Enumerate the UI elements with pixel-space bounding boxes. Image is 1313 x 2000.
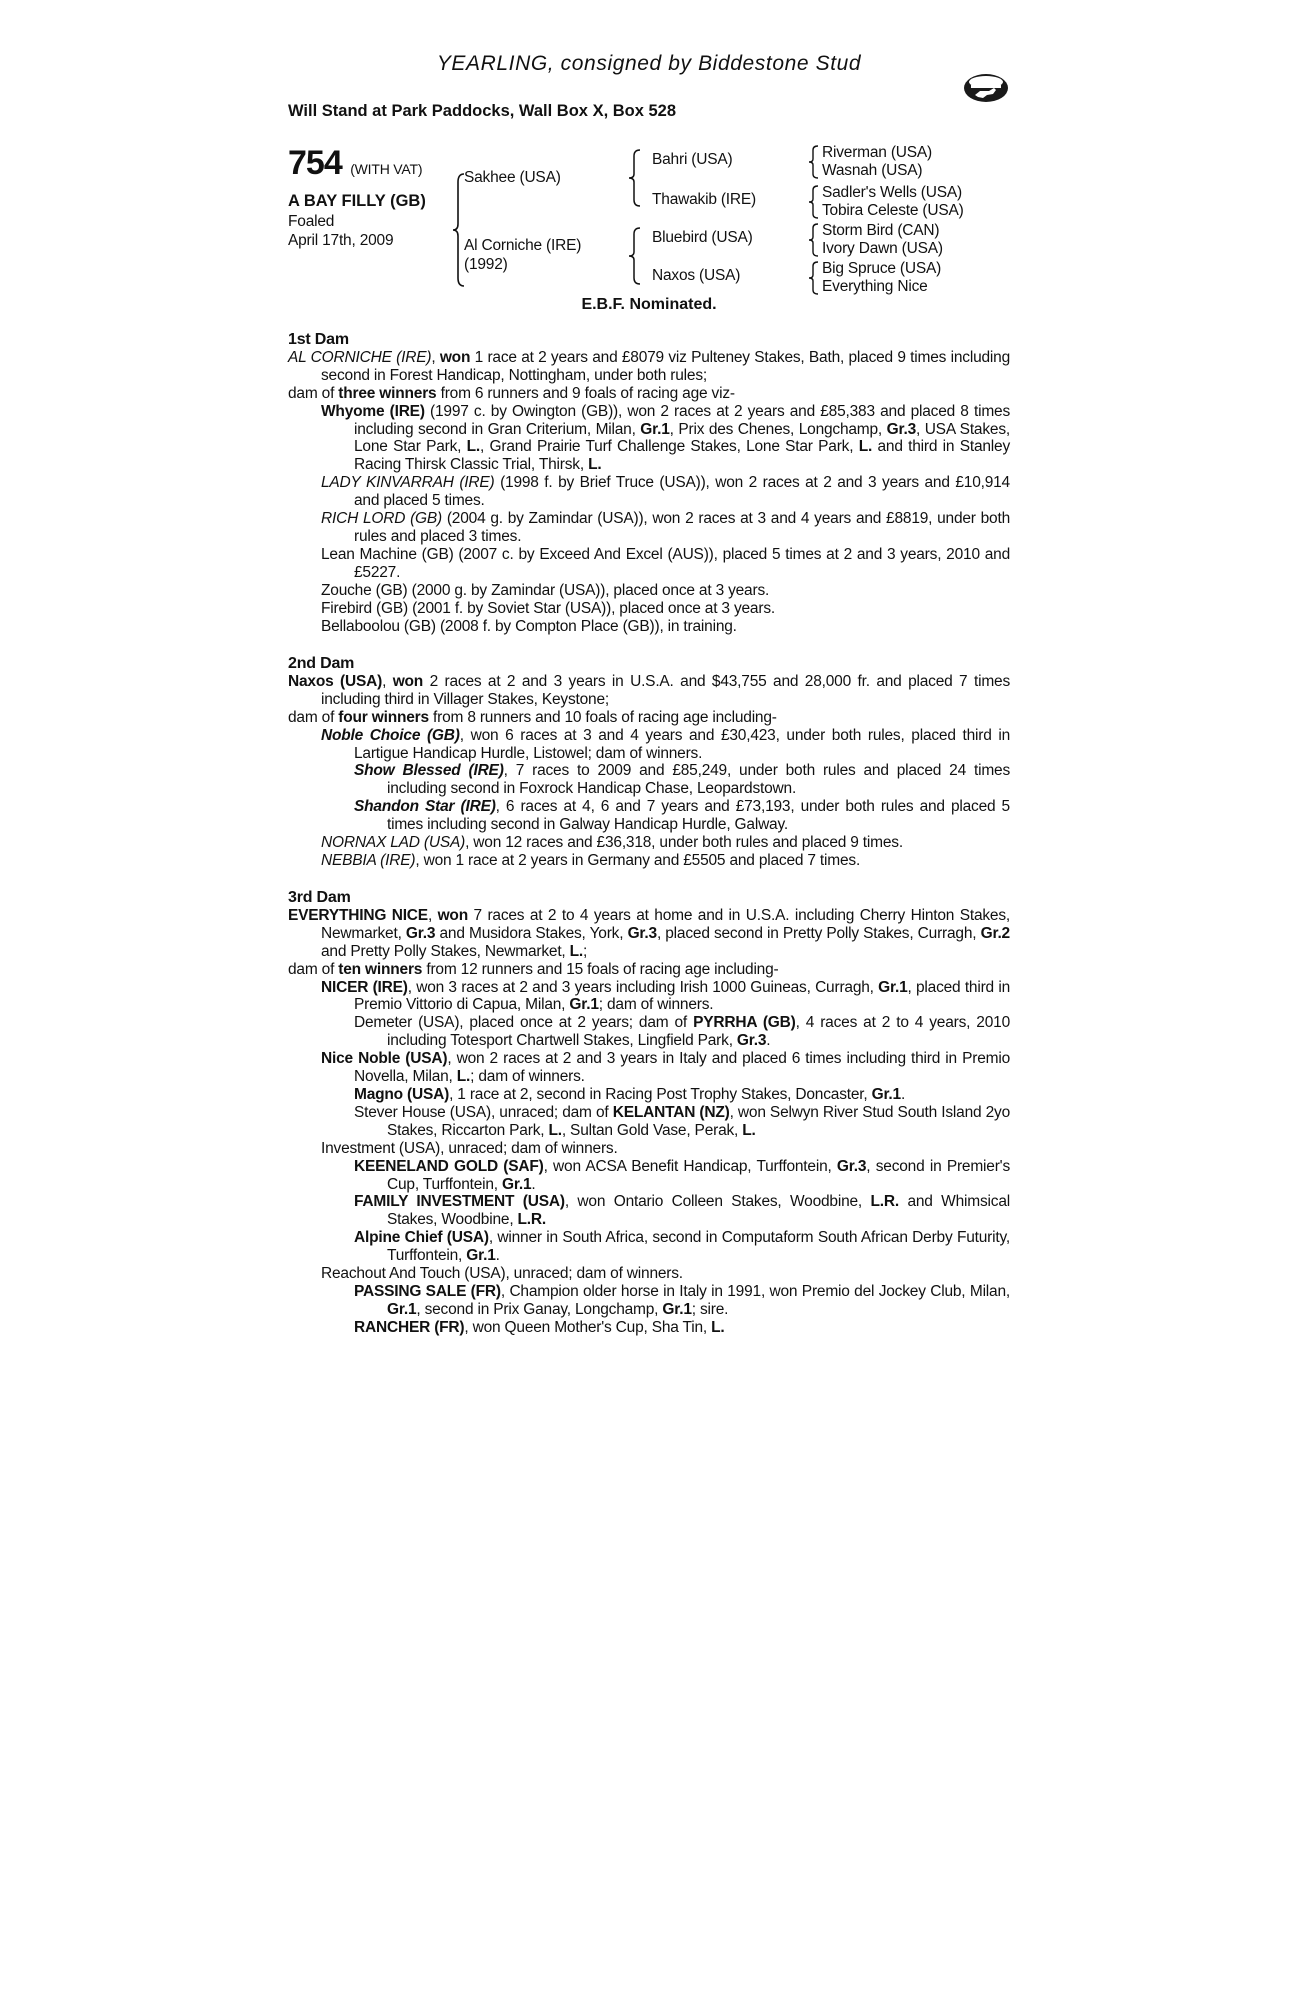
progeny-line (288, 1158, 1010, 1194)
progeny-line (288, 852, 1010, 870)
text-run: Gr.1 (662, 1300, 692, 1318)
text-run: Gr.3 (836, 1157, 867, 1175)
text-run: L. (588, 456, 602, 474)
text-run: , won Ontario Colleen Stakes, Woodbine, (564, 1193, 871, 1211)
pedigree-brace-g2 (808, 184, 820, 220)
text-run: ; dam of winners. (470, 1068, 585, 1086)
text-run: , won 2 races at 2 and 3 years in Italy and placed 6 times including third in Premio Novella, Milan, (354, 1050, 1010, 1086)
pedigree-gg-3: Sadler's Wells (USA) (822, 184, 962, 201)
text-run: , (431, 348, 440, 366)
progeny-line (288, 762, 1010, 798)
text-run: PASSING SALE (FR) (354, 1282, 501, 1300)
vat-label: (WITH VAT) (350, 161, 423, 177)
text-run: , won 1 race at 2 years in Germany and £5505 and placed 7 times. (415, 851, 861, 869)
text-run: , second in Premier's Cup, Turffontein, (387, 1157, 1010, 1193)
text-run: Naxos (USA) (288, 672, 383, 690)
text-run: , won 6 races at 3 and 4 years and £30,423, under both rules, placed third in Lartigue Handicap Hurdle, Listowel; dam of winners. (354, 726, 1010, 762)
text-run: Gr.1 (387, 1300, 417, 1318)
text-run: four winners (338, 708, 429, 726)
text-run: Gr.1 (871, 1085, 901, 1103)
text-run: won (437, 906, 468, 924)
text-run: from 6 runners and 9 foals of racing age viz- (436, 384, 735, 402)
pedigree-dam-name: Al Corniche (IRE) (464, 237, 582, 254)
progeny-line (288, 618, 1010, 636)
pedigree-brace-g1 (808, 144, 820, 180)
text-run: ; sire. (691, 1300, 729, 1318)
text-run: from 12 runners and 15 foals of racing age including- (422, 960, 779, 978)
progeny-line (288, 1265, 1010, 1283)
pedigree-dam-dam: Naxos (USA) (652, 267, 741, 284)
pedigree-dam-sire: Bluebird (USA) (652, 229, 753, 246)
text-run: , won Queen Mother's Cup, Sha Tin, (464, 1318, 712, 1336)
text-run: , placed third in Premio Vittorio di Capua, Milan, (354, 978, 1011, 1014)
text-run: FAMILY INVESTMENT (USA) (354, 1193, 565, 1211)
progeny-line (288, 474, 1010, 510)
text-run: , 7 races to 2009 and £85,249, under both rules and placed 24 times including second in Foxrock Handicap Chase, Leopardstown. (387, 762, 1010, 798)
progeny-line (288, 834, 1010, 852)
text-run: Gr.1 (878, 978, 908, 996)
text-run: Gr.1 (640, 420, 670, 438)
text-run: L.R. (517, 1211, 547, 1229)
progeny-line (288, 979, 1010, 1015)
dam-line (288, 961, 1010, 979)
text-run: dam of (288, 960, 339, 978)
text-run: , (382, 672, 393, 690)
text-run: L. (548, 1121, 562, 1139)
text-run: L.R. (870, 1193, 899, 1211)
text-run: won (439, 348, 471, 366)
progeny-line (288, 1050, 1010, 1086)
text-run: , (427, 906, 438, 924)
text-run: Zouche (GB) (2000 g. by Zamindar (USA)), placed once at 3 years. (321, 581, 770, 599)
text-run: ten winners (338, 960, 423, 978)
pedigree-gg-6: Ivory Dawn (USA) (822, 240, 943, 257)
ebf-nominated: E.B.F. Nominated. (581, 296, 717, 313)
section-heading: 1st Dam (288, 331, 349, 348)
foaled-label: Foaled (288, 213, 335, 230)
text-run: Gr.1 (502, 1175, 532, 1193)
text-run: . (495, 1247, 500, 1265)
text-run: , placed second in Pretty Polly Stakes, Curragh, (656, 924, 981, 942)
pedigree-dam-year: (1992) (464, 256, 508, 273)
progeny-line (288, 546, 1010, 582)
foaled-date: April 17th, 2009 (288, 232, 394, 249)
pedigree-gg-7: Big Spruce (USA) (822, 260, 942, 277)
lot-name: A BAY FILLY (GB) (288, 192, 426, 210)
text-run: AL CORNICHE (IRE) (288, 348, 432, 366)
text-run: (2004 g. by Zamindar (USA)), won 2 races at 3 and 4 years and £8819, under both rules and placed 3 times. (354, 510, 1010, 545)
pedigree-sire: Sakhee (USA) (464, 169, 561, 186)
text-run: L. (858, 438, 873, 456)
progeny-line (288, 1014, 1010, 1050)
text-run: , USA Stakes, Lone Star Park, (354, 420, 1010, 456)
text-run: and Whimsical Stakes, Woodbine, (387, 1193, 1010, 1229)
text-run: Show Blessed (IRE) (354, 762, 504, 780)
text-run: 7 races at 2 to 4 years at home and in U.S.A. including Cherry Hinton Stakes, Newmarket, (321, 906, 1010, 942)
text-run: RANCHER (FR) (354, 1318, 465, 1336)
text-run: Magno (USA) (354, 1085, 450, 1103)
pedigree-brace-dam (628, 226, 642, 286)
second-dam-section (288, 655, 1010, 870)
text-run: , 6 races at 4, 6 and 7 years and £73,193, under both rules and placed 5 times including second in Galway Handicap Hurdle, Galway. (387, 798, 1010, 834)
pedigree-brace-g3 (808, 222, 820, 258)
text-run: NICER (IRE) (321, 978, 408, 996)
text-run: three winners (338, 384, 437, 402)
progeny-line (288, 1229, 1010, 1265)
text-run: Noble Choice (GB) (321, 726, 460, 744)
pedigree-sire-dam: Thawakib (IRE) (652, 191, 757, 208)
progeny-line (288, 1140, 1010, 1158)
progeny-line (288, 510, 1010, 546)
text-run: , won ACSA Benefit Handicap, Turffontein, (543, 1157, 837, 1175)
third-dam-section (288, 889, 1010, 1337)
text-run: Stever House (USA), unraced; dam of (354, 1103, 613, 1121)
text-run: Nice Noble (USA) (321, 1050, 448, 1068)
text-run: Demeter (USA), placed once at 2 years; dam of (354, 1014, 694, 1032)
text-run: ; dam of winners. (598, 996, 714, 1014)
text-run: Investment (USA), unraced; dam of winners. (321, 1139, 618, 1157)
progeny-line (288, 798, 1010, 834)
first-dam-section (288, 331, 1010, 635)
text-run: and Pretty Polly Stakes, Newmarket, (321, 942, 570, 960)
text-run: . (900, 1085, 906, 1103)
text-run: , Sultan Gold Vase, Perak, (561, 1121, 743, 1139)
text-run: L. (742, 1121, 756, 1139)
progeny-line (288, 1104, 1010, 1140)
dam-line (288, 349, 1010, 385)
section-heading: 2nd Dam (288, 655, 355, 672)
text-run: EVERYTHING NICE (288, 906, 428, 924)
dam-line (288, 385, 1010, 403)
text-run: Gr.2 (980, 924, 1010, 942)
foaled-info (288, 212, 393, 250)
text-run: , winner in South Africa, second in Computaform South African Derby Futurity, Turffontein, (387, 1229, 1010, 1265)
text-run: Gr.3 (627, 924, 657, 942)
text-run: Bellaboolou (GB) (2008 f. by Compton Place (GB)), in training. (321, 617, 737, 635)
text-run: Gr.1 (466, 1247, 496, 1265)
pedigree-gg-2: Wasnah (USA) (822, 162, 923, 179)
text-run: LADY KINVARRAH (IRE) (321, 474, 495, 492)
text-run: 2 races at 2 and 3 years in U.S.A. and $43,755 and 28,000 fr. and placed 7 times including third in Villager Stakes, Keystone; (321, 672, 1011, 708)
text-run: , won 12 races and £36,318, under both rules and placed 9 times. (465, 834, 903, 852)
text-run: (1998 f. by Brief Truce (USA)), won 2 races at 2 and 3 years and £10,914 and placed 5 times. (354, 474, 1010, 510)
section-heading: 3rd Dam (288, 889, 351, 906)
text-run: , 4 races at 2 to 4 years, 2010 including Totesport Chartwell Stakes, Lingfield Park, (387, 1014, 1010, 1050)
progeny-line (288, 582, 1010, 600)
text-run: Whyome (IRE) (321, 402, 425, 420)
pedigree-gg-1: Riverman (USA) (822, 144, 933, 161)
text-run: 1 race at 2 years and £8079 viz Pulteney Stakes, Bath, placed 9 times including second in Forest Handicap, Nottingham, under both rules; (321, 348, 1010, 384)
text-run: . (531, 1175, 536, 1193)
progeny-line (288, 1193, 1010, 1229)
dam-line (288, 907, 1010, 961)
text-run: L. (711, 1318, 725, 1336)
progeny-line (288, 403, 1010, 475)
progeny-line (288, 1283, 1010, 1319)
text-run: dam of (288, 708, 339, 726)
page-title: YEARLING, consigned by Biddestone Stud (436, 52, 862, 75)
text-run: and Musidora Stakes, York, (435, 924, 628, 942)
progeny-line (288, 1086, 1010, 1104)
text-run: KELANTAN (NZ) (612, 1103, 730, 1121)
text-run: L. (569, 942, 584, 960)
text-run: NORNAX LAD (USA) (321, 834, 466, 852)
text-run: from 8 runners and 10 foals of racing age including- (428, 708, 777, 726)
text-run: dam of (288, 384, 339, 402)
lot-number-block (288, 144, 422, 183)
text-run: , Champion older horse in Italy in 1991, won Premio del Jockey Club, Milan, (500, 1282, 1011, 1300)
text-run: Alpine Chief (USA) (354, 1229, 489, 1247)
text-run: Gr.3 (736, 1032, 767, 1050)
text-run: Reachout And Touch (USA), unraced; dam of winners. (321, 1265, 683, 1283)
text-run: ; (583, 942, 588, 960)
text-run: L. (466, 438, 481, 456)
text-run: and third in Stanley Racing Thirsk Classic Trial, Thirsk, (354, 438, 1010, 474)
text-run: Gr.1 (569, 996, 599, 1014)
text-run: L. (456, 1068, 471, 1086)
text-run: won (392, 672, 424, 690)
progeny-line (288, 1319, 1010, 1337)
pedigree-brace-sire (628, 148, 642, 208)
text-run: Gr.3 (886, 420, 916, 438)
tattersalls-horse-logo-icon (963, 68, 1009, 108)
text-run: PYRRHA (GB) (693, 1014, 796, 1032)
text-run: RICH LORD (GB) (321, 510, 442, 528)
pedigree-gg-5: Storm Bird (CAN) (822, 222, 940, 239)
lot-number: 754 (288, 144, 342, 182)
text-run: , Prix des Chenes, Longchamp, (669, 420, 887, 438)
text-run: Lean Machine (GB) (2007 c. by Exceed And Excel (AUS)), placed 5 times at 2 and 3 years, 2010 and £5227. (321, 545, 1010, 581)
text-run: , Grand Prairie Turf Challenge Stakes, Lone Star Park, (480, 438, 859, 456)
pedigree-gg-4: Tobira Celeste (USA) (822, 202, 964, 219)
dam-line (288, 709, 1010, 727)
progeny-line (288, 727, 1010, 763)
text-run: . (766, 1032, 771, 1050)
text-run: Shandon Star (IRE) (354, 798, 496, 816)
text-run: , second in Prix Ganay, Longchamp, (416, 1300, 663, 1318)
text-run: Firebird (GB) (2001 f. by Soviet Star (USA)), placed once at 3 years. (321, 599, 775, 617)
pedigree-dam (464, 236, 581, 274)
text-run: KEENELAND GOLD (SAF) (354, 1157, 544, 1175)
text-run: , won 3 races at 2 and 3 years including Irish 1000 Guineas, Curragh, (407, 978, 879, 996)
progeny-line (288, 600, 1010, 618)
pedigree-sire-sire: Bahri (USA) (652, 151, 733, 168)
stand-location: Will Stand at Park Paddocks, Wall Box X, Box 528 (288, 102, 677, 120)
text-run: NEBBIA (IRE) (321, 851, 416, 869)
pedigree-gg-8: Everything Nice (822, 278, 928, 295)
text-run: , 1 race at 2, second in Racing Post Trophy Stakes, Doncaster, (449, 1085, 872, 1103)
text-run: Gr.3 (405, 924, 436, 942)
dam-line (288, 673, 1010, 709)
pedigree-brace-g4 (808, 260, 820, 296)
text-run: , won Selwyn River Stud South Island 2yo Stakes, Riccarton Park, (387, 1103, 1011, 1139)
text-run: (1997 c. by Owington (GB)), won 2 races at 2 years and £85,383 and placed 8 times including second in Gran Criterium, Milan, (354, 402, 1010, 438)
